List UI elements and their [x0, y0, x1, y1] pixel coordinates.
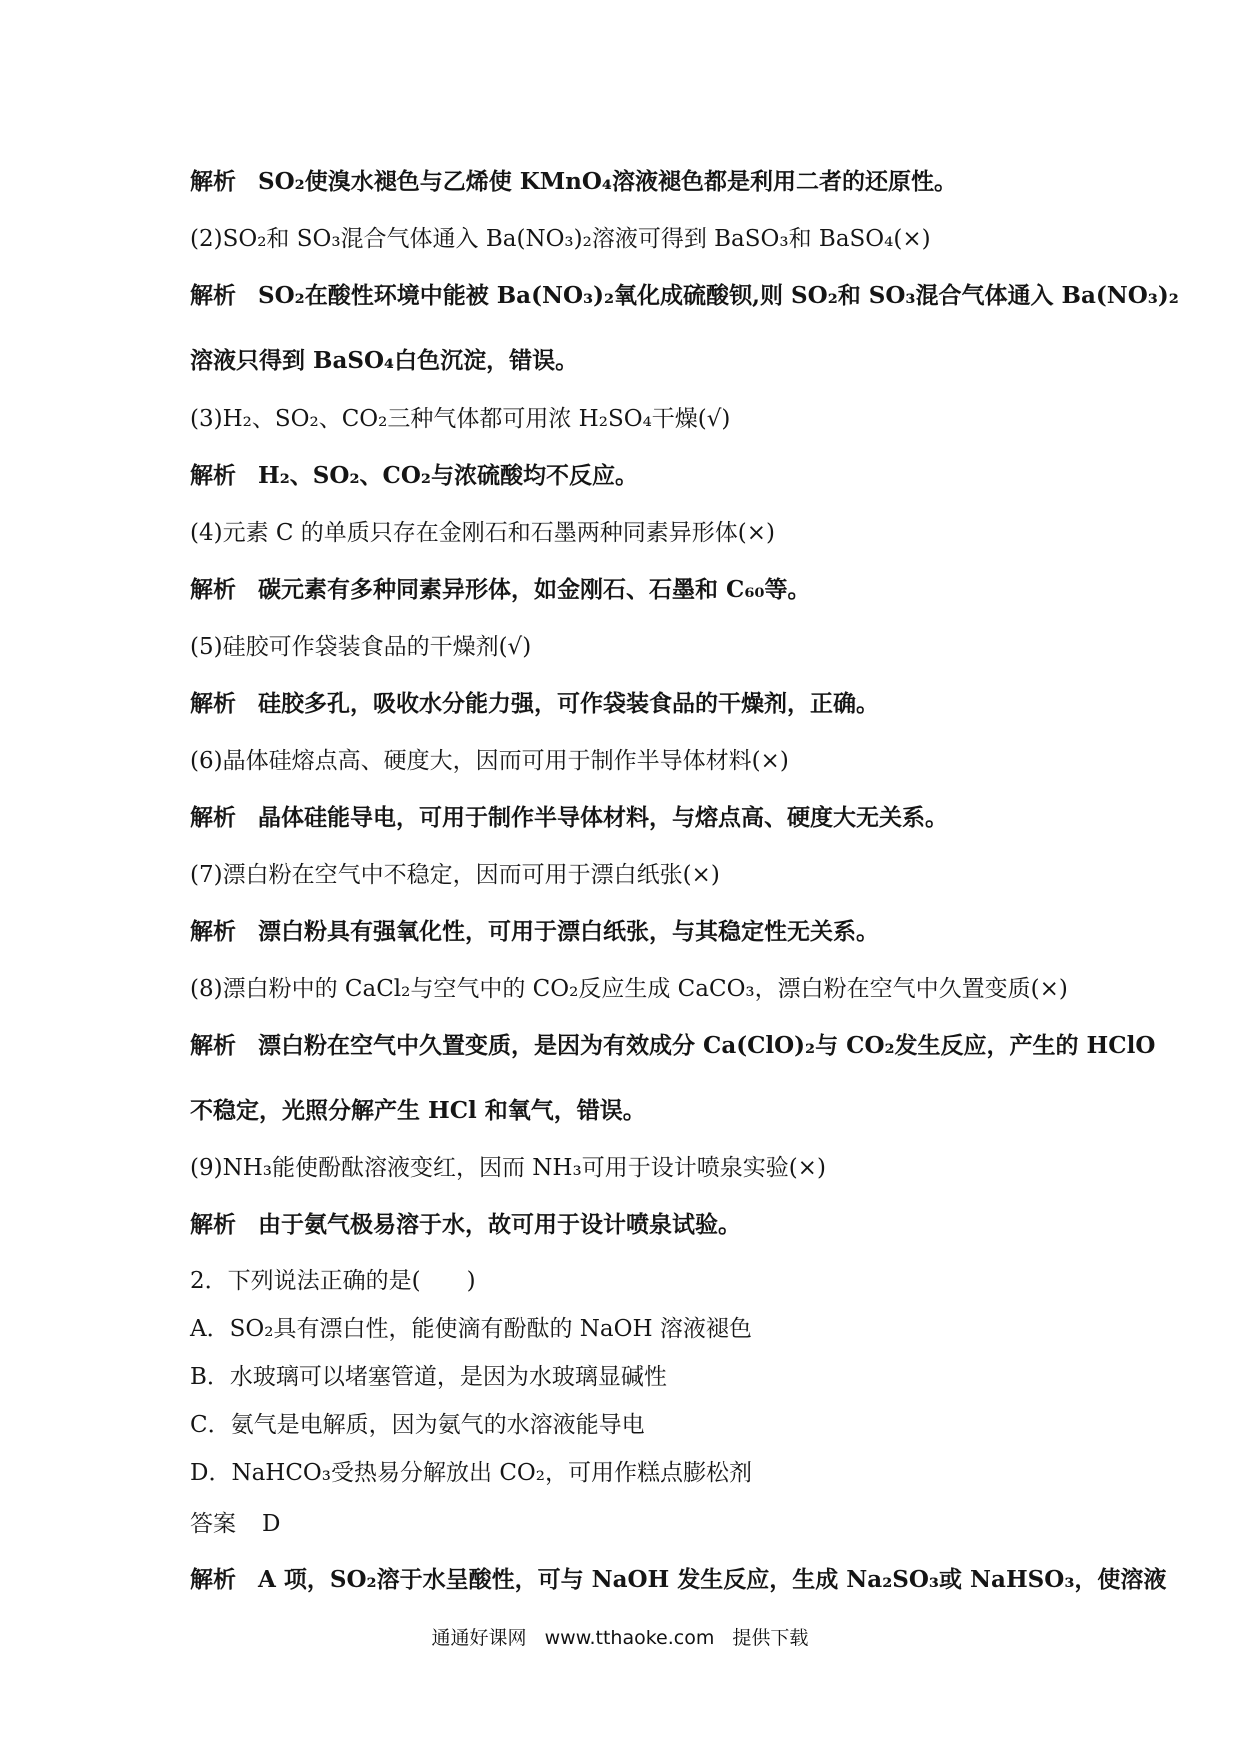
analysis-9	[190, 1210, 1060, 1240]
analysis-text: 漂白粉具有强氧化性，可用于漂白纸张，与其稳定性无关系。	[258, 918, 879, 945]
answer-value: D	[262, 1511, 281, 1537]
analysis-label: 解析	[190, 282, 236, 309]
analysis-text: SO₂在酸性环境中能被 Ba(NO₃)₂氧化成硫酸钡,则 SO₂和 SO₃混合气体通入 Ba(NO₃)₂	[258, 282, 1179, 309]
analysis-3	[190, 461, 1060, 491]
analysis-2-cont: 溶液只得到 BaSO₄白色沉淀，错误。	[190, 347, 579, 374]
statement-6: (6)晶体硅熔点高、硬度大，因而可用于制作半导体材料(×)	[190, 748, 789, 774]
option-d: D．NaHCO₃受热易分解放出 CO₂，可用作糕点膨松剂	[190, 1460, 752, 1486]
analysis-2	[190, 281, 1179, 311]
statement-5: (5)硅胶可作袋装食品的干燥剂(√)	[190, 634, 532, 660]
question-2-stem: 2．下列说法正确的是( )	[190, 1268, 476, 1294]
analysis-label: 解析	[190, 918, 236, 945]
analysis-text: A 项，SO₂溶于水呈酸性，可与 NaOH 发生反应，生成 Na₂SO₃或 NaHSO₃，使溶液	[258, 1566, 1167, 1593]
analysis-label: 解析	[190, 804, 236, 831]
statement-7: (7)漂白粉在空气中不稳定，因而可用于漂白纸张(×)	[190, 862, 720, 888]
analysis-7	[190, 917, 1060, 947]
analysis-q2	[190, 1565, 1167, 1595]
page-footer	[0, 1623, 1240, 1650]
analysis-8-cont: 不稳定，光照分解产生 HCl 和氧气，错误。	[190, 1097, 646, 1124]
footer-tail: 提供下载	[732, 1627, 809, 1649]
analysis-text: SO₂使溴水褪色与乙烯使 KMnO₄溶液褪色都是利用二者的还原性。	[258, 168, 958, 195]
statement-4: (4)元素 C 的单质只存在金刚石和石墨两种同素异形体(×)	[190, 520, 776, 546]
option-c: C．氨气是电解质，因为氨气的水溶液能导电	[190, 1412, 645, 1438]
analysis-5	[190, 689, 1060, 719]
analysis-label: 解析	[190, 1566, 236, 1593]
footer-site-name: 通通好课网	[431, 1627, 527, 1649]
analysis-label: 解析	[190, 1032, 236, 1059]
answer-label: 答案	[190, 1511, 236, 1537]
analysis-text: 碳元素有多种同素异形体，如金刚石、石墨和 C₆₀等。	[258, 576, 811, 603]
statement-3: (3)H₂、SO₂、CO₂三种气体都可用浓 H₂SO₄干燥(√)	[190, 406, 731, 432]
analysis-label: 解析	[190, 1211, 236, 1238]
statement-2: (2)SO₂和 SO₃混合气体通入 Ba(NO₃)₂溶液可得到 BaSO₃和 BaSO₄(×)	[190, 226, 931, 252]
option-a: A．SO₂具有漂白性，能使滴有酚酞的 NaOH 溶液褪色	[190, 1316, 752, 1342]
analysis-8	[190, 1031, 1156, 1061]
analysis-label: 解析	[190, 576, 236, 603]
analysis-4	[190, 575, 1060, 605]
analysis-label: 解析	[190, 690, 236, 717]
footer-url[interactable]: www.tthaoke.com	[544, 1627, 715, 1649]
analysis-1	[190, 167, 1060, 197]
analysis-label: 解析	[190, 462, 236, 489]
answer-line	[190, 1509, 1060, 1539]
analysis-label: 解析	[190, 168, 236, 195]
analysis-6	[190, 803, 1060, 833]
option-b: B．水玻璃可以堵塞管道，是因为水玻璃显碱性	[190, 1364, 667, 1390]
analysis-text: 硅胶多孔，吸收水分能力强，可作袋装食品的干燥剂，正确。	[258, 690, 879, 717]
analysis-text: 晶体硅能导电，可用于制作半导体材料，与熔点高、硬度大无关系。	[258, 804, 948, 831]
statement-9: (9)NH₃能使酚酞溶液变红，因而 NH₃可用于设计喷泉实验(×)	[190, 1155, 826, 1181]
analysis-text: H₂、SO₂、CO₂与浓硫酸均不反应。	[258, 462, 638, 489]
analysis-text: 由于氨气极易溶于水，故可用于设计喷泉试验。	[258, 1211, 741, 1238]
statement-8: (8)漂白粉中的 CaCl₂与空气中的 CO₂反应生成 CaCO₃，漂白粉在空气中久置变质(×)	[190, 976, 1068, 1002]
analysis-text: 漂白粉在空气中久置变质，是因为有效成分 Ca(ClO)₂与 CO₂发生反应，产生的 HClO	[258, 1032, 1156, 1059]
